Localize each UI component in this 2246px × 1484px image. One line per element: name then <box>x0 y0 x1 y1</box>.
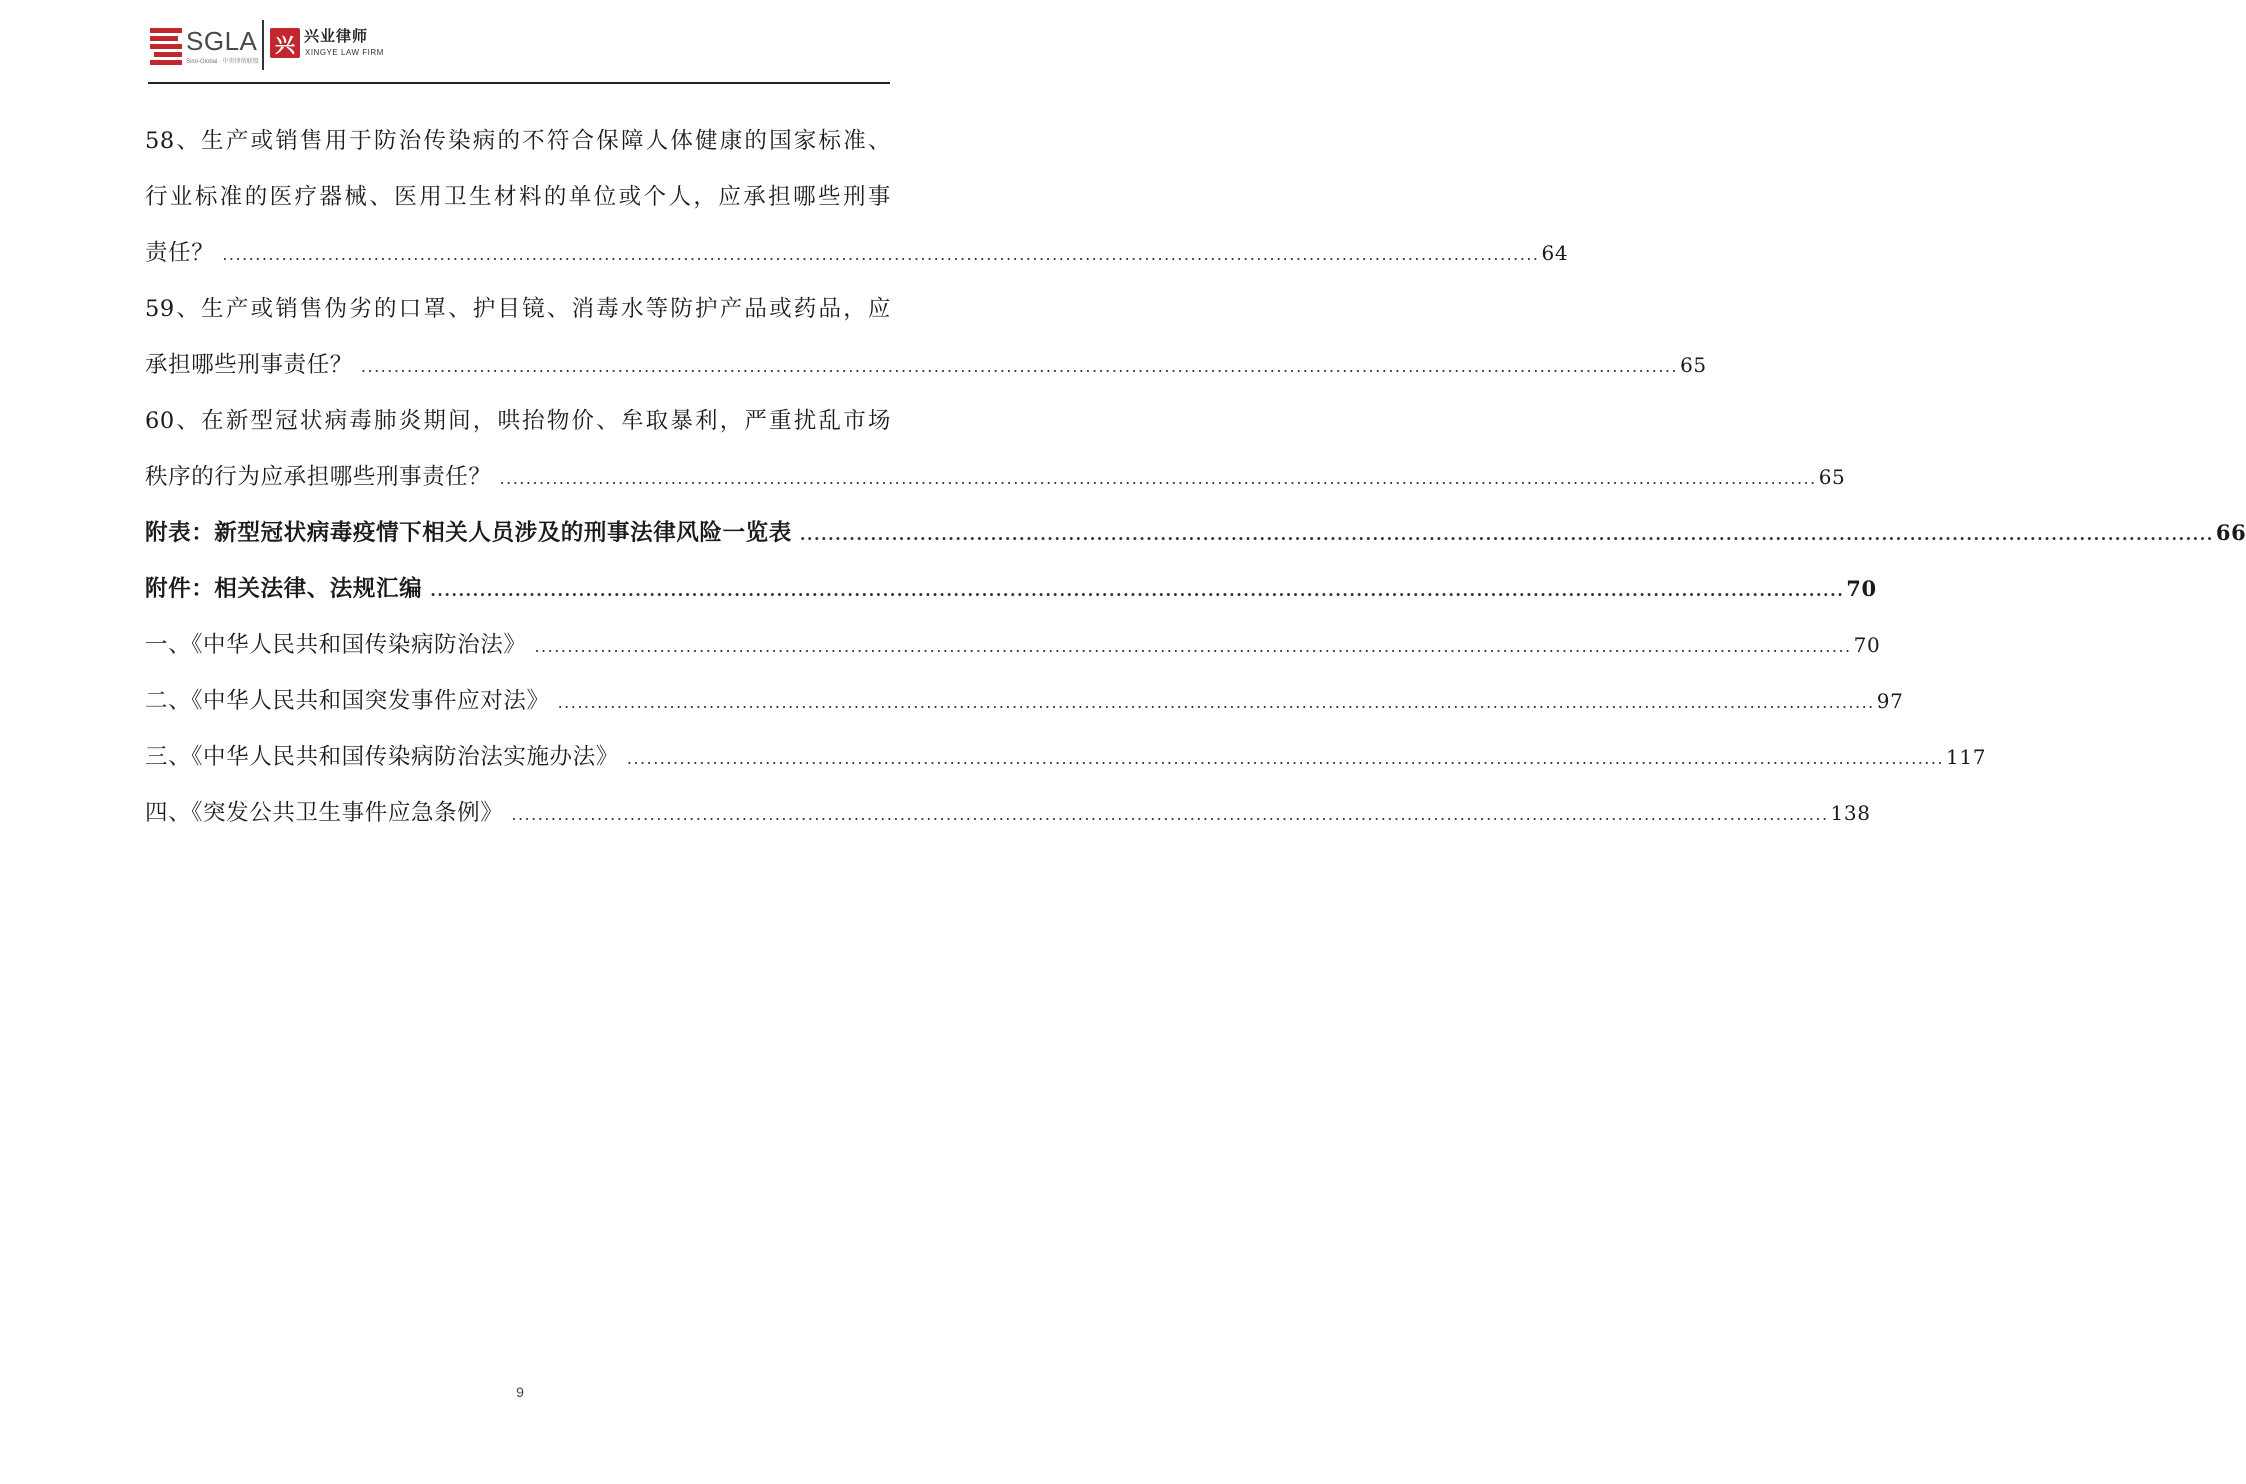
toc-entry[interactable] <box>145 505 2246 561</box>
toc-leader-dots: ........................................................................................................................................................................................................ <box>799 525 2214 544</box>
toc-entry-line: 60、在新型冠状病毒肺炎期间，哄抬物价、牟取暴利，严重扰乱市场 <box>145 408 891 434</box>
toc-entry-line: 行业标准的医疗器械、医用卫生材料的单位或个人，应承担哪些刑事 <box>145 184 891 210</box>
toc-leader-dots: ........................................................................................................................................................................................................ <box>626 749 1945 768</box>
xingye-firm-name: 兴业律师 <box>304 27 369 45</box>
toc-page-number: 64 <box>1541 241 1569 265</box>
document-header <box>148 18 890 82</box>
toc-page-number: 65 <box>1680 353 1707 377</box>
sgla-logo <box>148 22 260 70</box>
toc-leader-dots: ........................................................................................................................................................................................................ <box>499 469 1817 488</box>
toc-entry-title: 四、《突发公共卫生事件应急条例》 <box>145 800 504 826</box>
sgla-logo-text: SGLA <box>186 26 258 56</box>
header-rule <box>148 82 890 84</box>
toc-page-number: 70 <box>1853 633 1881 657</box>
toc-entry-title: 一、《中华人民共和国传染病防治法》 <box>145 632 527 658</box>
toc-leader-dots: ........................................................................................................................................................................................................ <box>430 581 1845 600</box>
toc-entry-title: 秩序的行为应承担哪些刑事责任？ <box>145 464 492 490</box>
toc-entry-title: 承担哪些刑事责任？ <box>145 352 353 378</box>
toc-entry-line: 58、生产或销售用于防治传染病的不符合保障人体健康的国家标准、 <box>145 128 891 154</box>
toc-leader-dots: ........................................................................................................................................................................................................ <box>557 693 1875 712</box>
sgla-emblem-icon <box>148 24 184 66</box>
toc-entry[interactable] <box>145 561 1877 617</box>
toc-entry-title: 附表：新型冠状病毒疫情下相关人员涉及的刑事法律风险一览表 <box>145 520 792 546</box>
toc-entry-title: 三、《中华人民共和国传染病防治法实施办法》 <box>145 744 619 770</box>
toc-entry-line: 59、生产或销售伪劣的口罩、护目镜、消毒水等防护产品或药品，应 <box>145 296 891 322</box>
toc-page-number: 97 <box>1876 689 1904 713</box>
toc-leader-dots: ........................................................................................................................................................................................................ <box>511 805 1829 824</box>
toc-entry[interactable] <box>145 225 1569 281</box>
toc-page-number: 138 <box>1830 801 1871 825</box>
toc-page-number: 65 <box>1818 465 1846 489</box>
toc-entry-title: 二、《中华人民共和国突发事件应对法》 <box>145 688 550 714</box>
xingye-logo-icon: 兴 <box>270 28 300 58</box>
toc-entry[interactable] <box>145 729 1987 785</box>
sgla-logo-subtext: Sino-Global · 中世律所联盟 <box>186 59 259 65</box>
toc-leader-dots: ........................................................................................................................................................................................................ <box>222 245 1540 264</box>
toc-page-number: 70 <box>1846 576 1877 601</box>
toc-page-number: 117 <box>1946 745 1987 769</box>
toc-entry-title: 附件：相关法律、法规汇编 <box>145 576 423 602</box>
table-of-contents <box>145 113 2246 841</box>
toc-entry-title: 责任？ <box>145 240 215 266</box>
page-number: 9 <box>516 1384 524 1400</box>
header-divider <box>262 20 264 70</box>
toc-entry[interactable] <box>145 673 1904 729</box>
toc-entry[interactable] <box>145 337 1707 393</box>
toc-entry[interactable] <box>145 617 1881 673</box>
toc-leader-dots: ........................................................................................................................................................................................................ <box>360 357 1679 376</box>
xingye-firm-english-name: XINGYE LAW FIRM <box>305 48 384 57</box>
toc-entry[interactable] <box>145 449 1846 505</box>
toc-entry[interactable] <box>145 785 1871 841</box>
toc-page-number: 66 <box>2215 520 2246 545</box>
toc-leader-dots: ........................................................................................................................................................................................................ <box>534 637 1852 656</box>
